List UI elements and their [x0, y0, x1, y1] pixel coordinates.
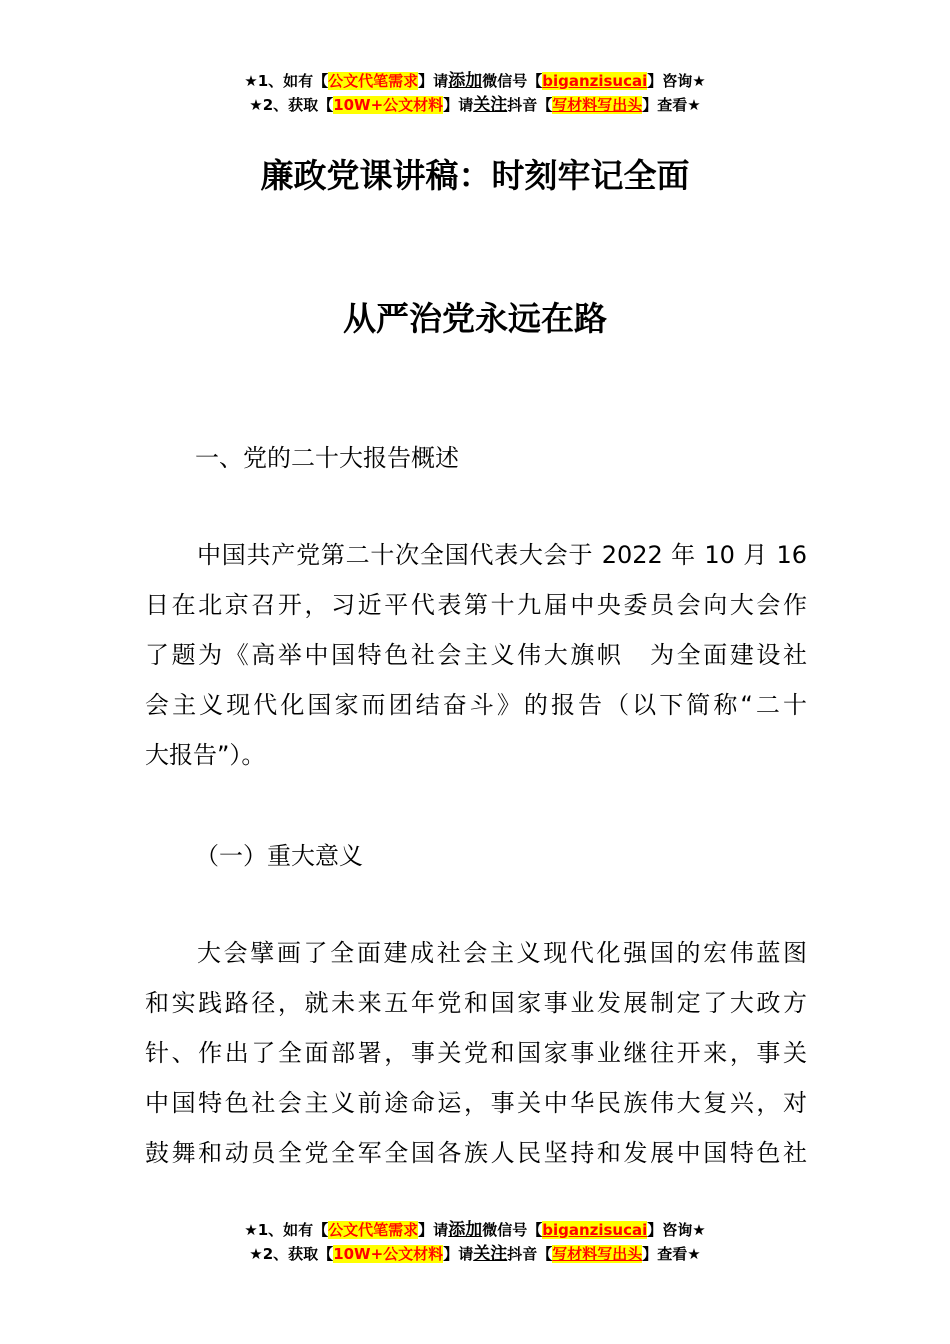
banner-line-1	[0, 69, 950, 93]
banner-line-1	[0, 1218, 950, 1242]
banner-text: 】请	[443, 1245, 474, 1263]
paragraph-line: 大会擘画了全面建成社会主义现代化强国的宏伟蓝图	[197, 939, 807, 967]
banner-text: ★2、获取【	[249, 1245, 334, 1263]
banner-emphasis: 添加	[448, 1220, 483, 1240]
banner-highlight: 10W+公文材料	[333, 96, 444, 114]
banner-line-2	[0, 93, 950, 117]
paragraph	[145, 928, 807, 1178]
banner-emphasis: 关注	[473, 1244, 508, 1264]
document-title-line-1: 廉政党课讲稿：时刻牢记全面	[260, 156, 690, 195]
paragraph	[145, 530, 807, 780]
banner-text: 抖音【	[507, 96, 553, 114]
banner-text: 微信号【	[482, 1221, 543, 1239]
banner-text: 】请	[418, 72, 449, 90]
paragraph-line: 中国特色社会主义前途命运，事关中华民族伟大复兴，对	[145, 1089, 807, 1117]
paragraph-line: 大报告”）。	[145, 741, 266, 769]
banner-text: ★1、如有【	[244, 1221, 329, 1239]
banner-douyin-id: 写材料写出头	[552, 1245, 643, 1263]
paragraph-line: 针、作出了全面部署，事关党和国家事业继往开来，事关	[145, 1039, 807, 1067]
paragraph-line: 了题为《高举中国特色社会主义伟大旗帜 为全面建设社	[145, 641, 807, 669]
banner-highlight: 公文代笔需求	[328, 1221, 419, 1239]
banner-emphasis: 添加	[448, 71, 483, 91]
banner-text: 抖音【	[507, 1245, 553, 1263]
paragraph-line: 会主义现代化国家而团结奋斗》的报告（以下简称“二十	[145, 691, 807, 719]
banner-wechat-id: biganzisucai	[542, 72, 648, 90]
banner-text: 】查看★	[642, 1245, 701, 1263]
banner-highlight: 10W+公文材料	[333, 1245, 444, 1263]
banner-text: 】查看★	[642, 96, 701, 114]
banner-text: ★1、如有【	[244, 72, 329, 90]
footer-banner	[0, 1218, 950, 1266]
banner-text: 】请	[443, 96, 474, 114]
banner-text: ★2、获取【	[249, 96, 334, 114]
header-banner	[0, 69, 950, 117]
banner-text: 】请	[418, 1221, 449, 1239]
document-title-line-2: 从严治党永远在路	[343, 299, 607, 338]
paragraph-line: 日在北京召开，习近平代表第十九届中央委员会向大会作	[145, 591, 807, 619]
banner-wechat-id: biganzisucai	[542, 1221, 648, 1239]
banner-text: 】咨询★	[647, 1221, 706, 1239]
paragraph-line: 鼓舞和动员全党全军全国各族人民坚持和发展中国特色社	[145, 1139, 807, 1167]
section-heading: 一、党的二十大报告概述	[195, 444, 459, 472]
paragraph-line: 中国共产党第二十次全国代表大会于 2022 年 10 月 16	[197, 541, 807, 569]
banner-highlight: 公文代笔需求	[328, 72, 419, 90]
banner-emphasis: 关注	[473, 95, 508, 115]
banner-line-2	[0, 1242, 950, 1266]
banner-text: 微信号【	[482, 72, 543, 90]
banner-text: 】咨询★	[647, 72, 706, 90]
paragraph-line: 和实践路径，就未来五年党和国家事业发展制定了大政方	[145, 989, 807, 1017]
subsection-heading: （一）重大意义	[195, 842, 363, 870]
banner-douyin-id: 写材料写出头	[552, 96, 643, 114]
